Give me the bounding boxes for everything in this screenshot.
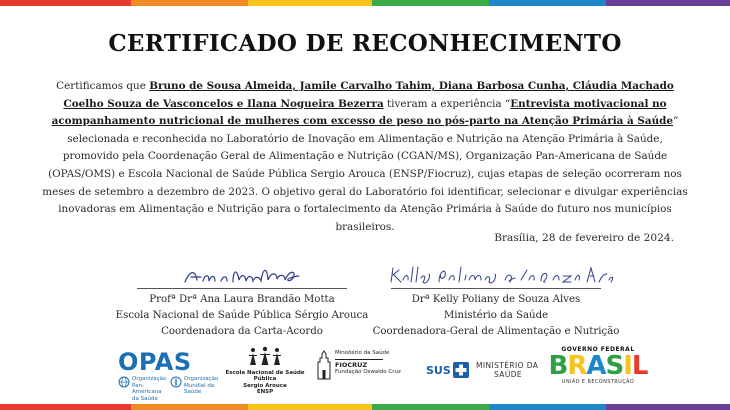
fiocruz-top-text: Ministério da Saúde	[335, 350, 390, 356]
plus-cross-icon	[453, 362, 469, 378]
signer-institution-left: Escola Nacional de Saúde Pública Sérgio Arouca	[115, 310, 369, 321]
certificate-title: CERTIFICADO DE RECONHECIMENTO	[108, 30, 622, 57]
opas-logo	[118, 350, 218, 402]
brasil-wordmark: BRASIL	[548, 351, 648, 381]
sus-wordmark: SUS	[426, 363, 451, 377]
opas-subtitle-2: Organização Mundial da Saúde	[184, 376, 219, 395]
signature-block-right	[346, 258, 646, 340]
author-names: Bruno de Sousa Almeida, Jamile Carvalho Tahim, Diana Barbosa Cunha, Cláudia Machado Coelho Souza de Vasconcelos e Ilana Nogueira Bezerra	[63, 80, 674, 110]
sus-logo	[426, 362, 470, 378]
bottom-color-stripe	[0, 404, 730, 410]
handwritten-signature-right	[371, 258, 621, 288]
body-intro: Certificamos que	[56, 80, 150, 92]
ministerio-saude-logo	[476, 361, 540, 379]
fiocruz-subtitle: Fundação Oswaldo Cruz	[335, 368, 401, 375]
top-color-stripe	[0, 0, 730, 6]
signature-line-left	[137, 288, 347, 289]
opas-wordmark: OPAS	[118, 348, 192, 376]
ensp-line-1: Escola Nacional de Saúde Pública	[225, 370, 305, 383]
people-figures-icon	[245, 346, 285, 366]
governo-federal-logo	[548, 346, 648, 385]
ministerio-line-1: MINISTÉRIO DA	[476, 361, 539, 370]
ensp-line-2: Sergio Arouca	[243, 382, 287, 389]
handwritten-signature-left	[167, 258, 317, 288]
uniao-reconstrucao-text: UNIÃO E RECONSTRUÇÃO	[561, 379, 635, 385]
issue-date: Brasília, 28 de fevereiro de 2024.	[494, 232, 674, 244]
partner-logos	[110, 346, 650, 402]
body-rest: ” selecionada e reconhecida no Laboratório de Inovação em Alimentação e Nutrição na Atenção Primária à Saúde, promovido pela Coordenação Geral de Alimentação e Nutrição (CGAN/MS), Organização Pan-Americana de Saúde (OPAS/OMS) e Escola Nacional de Saúde Pública Sergio Arouca (ENSP/Fiocruz), cujas etapas de seleção ocorreram nos meses de setembro a dezembro de 2023. O objetivo geral do Laboratório foi identificar, selecionar e divulgar experiências inovadoras em Alimentação e Nutrição para o fortalecimento da Atenção Primária à Saúde do futuro nos municípios brasileiros.	[42, 115, 688, 233]
globe-icon	[118, 376, 130, 388]
signer-institution-right: Ministério da Saúde	[443, 310, 549, 321]
signer-role-right: Coordenadora-Geral de Alimentação e Nutrição	[372, 326, 620, 337]
signature-line-right	[391, 288, 601, 289]
fiocruz-divider	[335, 359, 383, 360]
opas-subtitle-1: Organização Pan-Americana da Saúde	[132, 376, 167, 402]
ensp-line-3: ENSP	[256, 388, 274, 395]
who-emblem-icon	[170, 376, 182, 388]
governo-federal-text: GOVERNO FEDERAL	[561, 346, 635, 353]
castle-icon	[316, 350, 332, 380]
ministerio-line-2: SAÚDE	[494, 370, 523, 379]
ensp-logo	[222, 346, 308, 395]
certificate-body	[42, 78, 688, 236]
experience-title: Entrevista motivacional no acompanhamento nutricional de mulheres com excesso de peso no pós-parto na Atenção Primária à Saúde	[51, 97, 674, 128]
fiocruz-logo	[316, 350, 406, 380]
signer-role-left: Coordenadora da Carta-Acordo	[161, 326, 323, 337]
body-mid: tiveram a experiência “	[383, 97, 511, 110]
signer-name-right: Drª Kelly Poliany de Souza Alves	[411, 294, 581, 305]
signer-name-left: Profª Drª Ana Laura Brandão Motta	[149, 294, 335, 305]
fiocruz-name: FIOCRUZ	[335, 361, 368, 370]
